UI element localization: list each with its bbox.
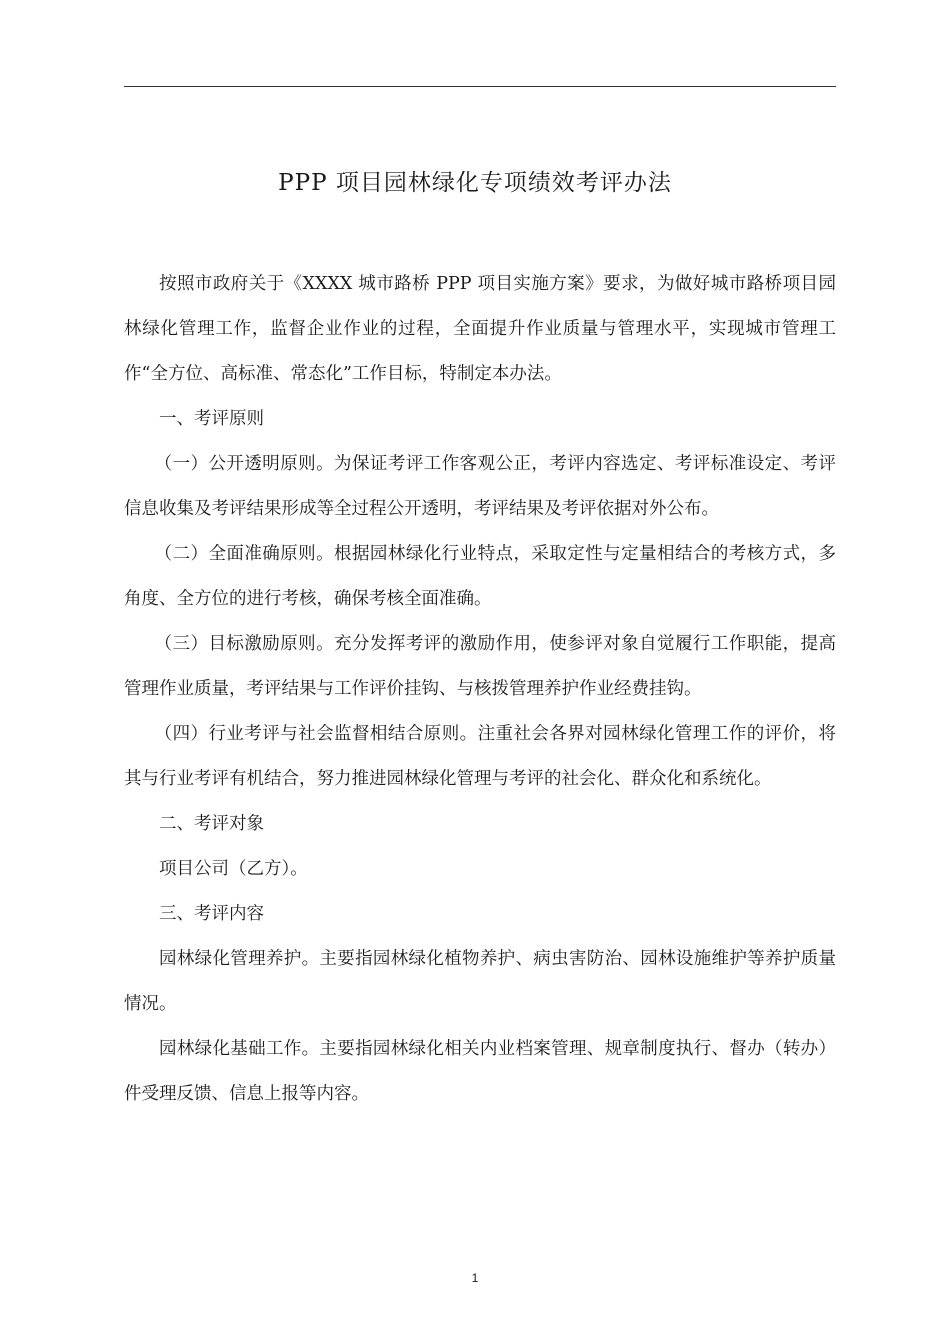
section-heading-content: 三、考评内容 — [159, 904, 264, 924]
section-heading-principles: 一、考评原则 — [159, 409, 264, 429]
principle-paragraph: （四）行业考评与社会监督相结合原则。注重社会各界对园林绿化管理工作的评价，将其与行业考评有机结合，努力推进园林绿化管理与考评的社会化、群众化和系统化。 — [124, 724, 836, 789]
principle-paragraph: （三）目标激励原则。充分发挥考评的激励作用，使参评对象自觉履行工作职能，提高管理作业质量，考评结果与工作评价挂钩、与核拨管理养护作业经费挂钩。 — [124, 634, 836, 699]
intro-paragraph: 按照市政府关于《XXXX 城市路桥 PPP 项目实施方案》要求，为做好城市路桥项目园林绿化管理工作，监督企业作业的过程，全面提升作业质量与管理水平，实现城市管理工作“全方位、高标准、常态化”工作目标，特制定本办法。 — [124, 274, 836, 384]
target-paragraph: 项目公司（乙方）。 — [159, 859, 308, 879]
content-paragraph: 园林绿化基础工作。主要指园林绿化相关内业档案管理、规章制度执行、督办（转办）件受理反馈、信息上报等内容。 — [124, 1039, 836, 1104]
header-rule — [124, 86, 836, 87]
content-paragraph: 园林绿化管理养护。主要指园林绿化植物养护、病虫害防治、园林设施维护等养护质量情况。 — [124, 949, 836, 1014]
page-number: 1 — [471, 1271, 479, 1285]
principle-paragraph: （一）公开透明原则。为保证考评工作客观公正，考评内容选定、考评标准设定、考评信息收集及考评结果形成等全过程公开透明，考评结果及考评依据对外公布。 — [124, 454, 836, 519]
document-title: PPP 项目园林绿化专项绩效考评办法 — [278, 170, 672, 196]
principle-paragraph: （二）全面准确原则。根据园林绿化行业特点，采取定性与定量相结合的考核方式，多角度、全方位的进行考核，确保考核全面准确。 — [124, 544, 836, 609]
document-body — [124, 262, 836, 1117]
section-heading-target: 二、考评对象 — [159, 814, 264, 834]
